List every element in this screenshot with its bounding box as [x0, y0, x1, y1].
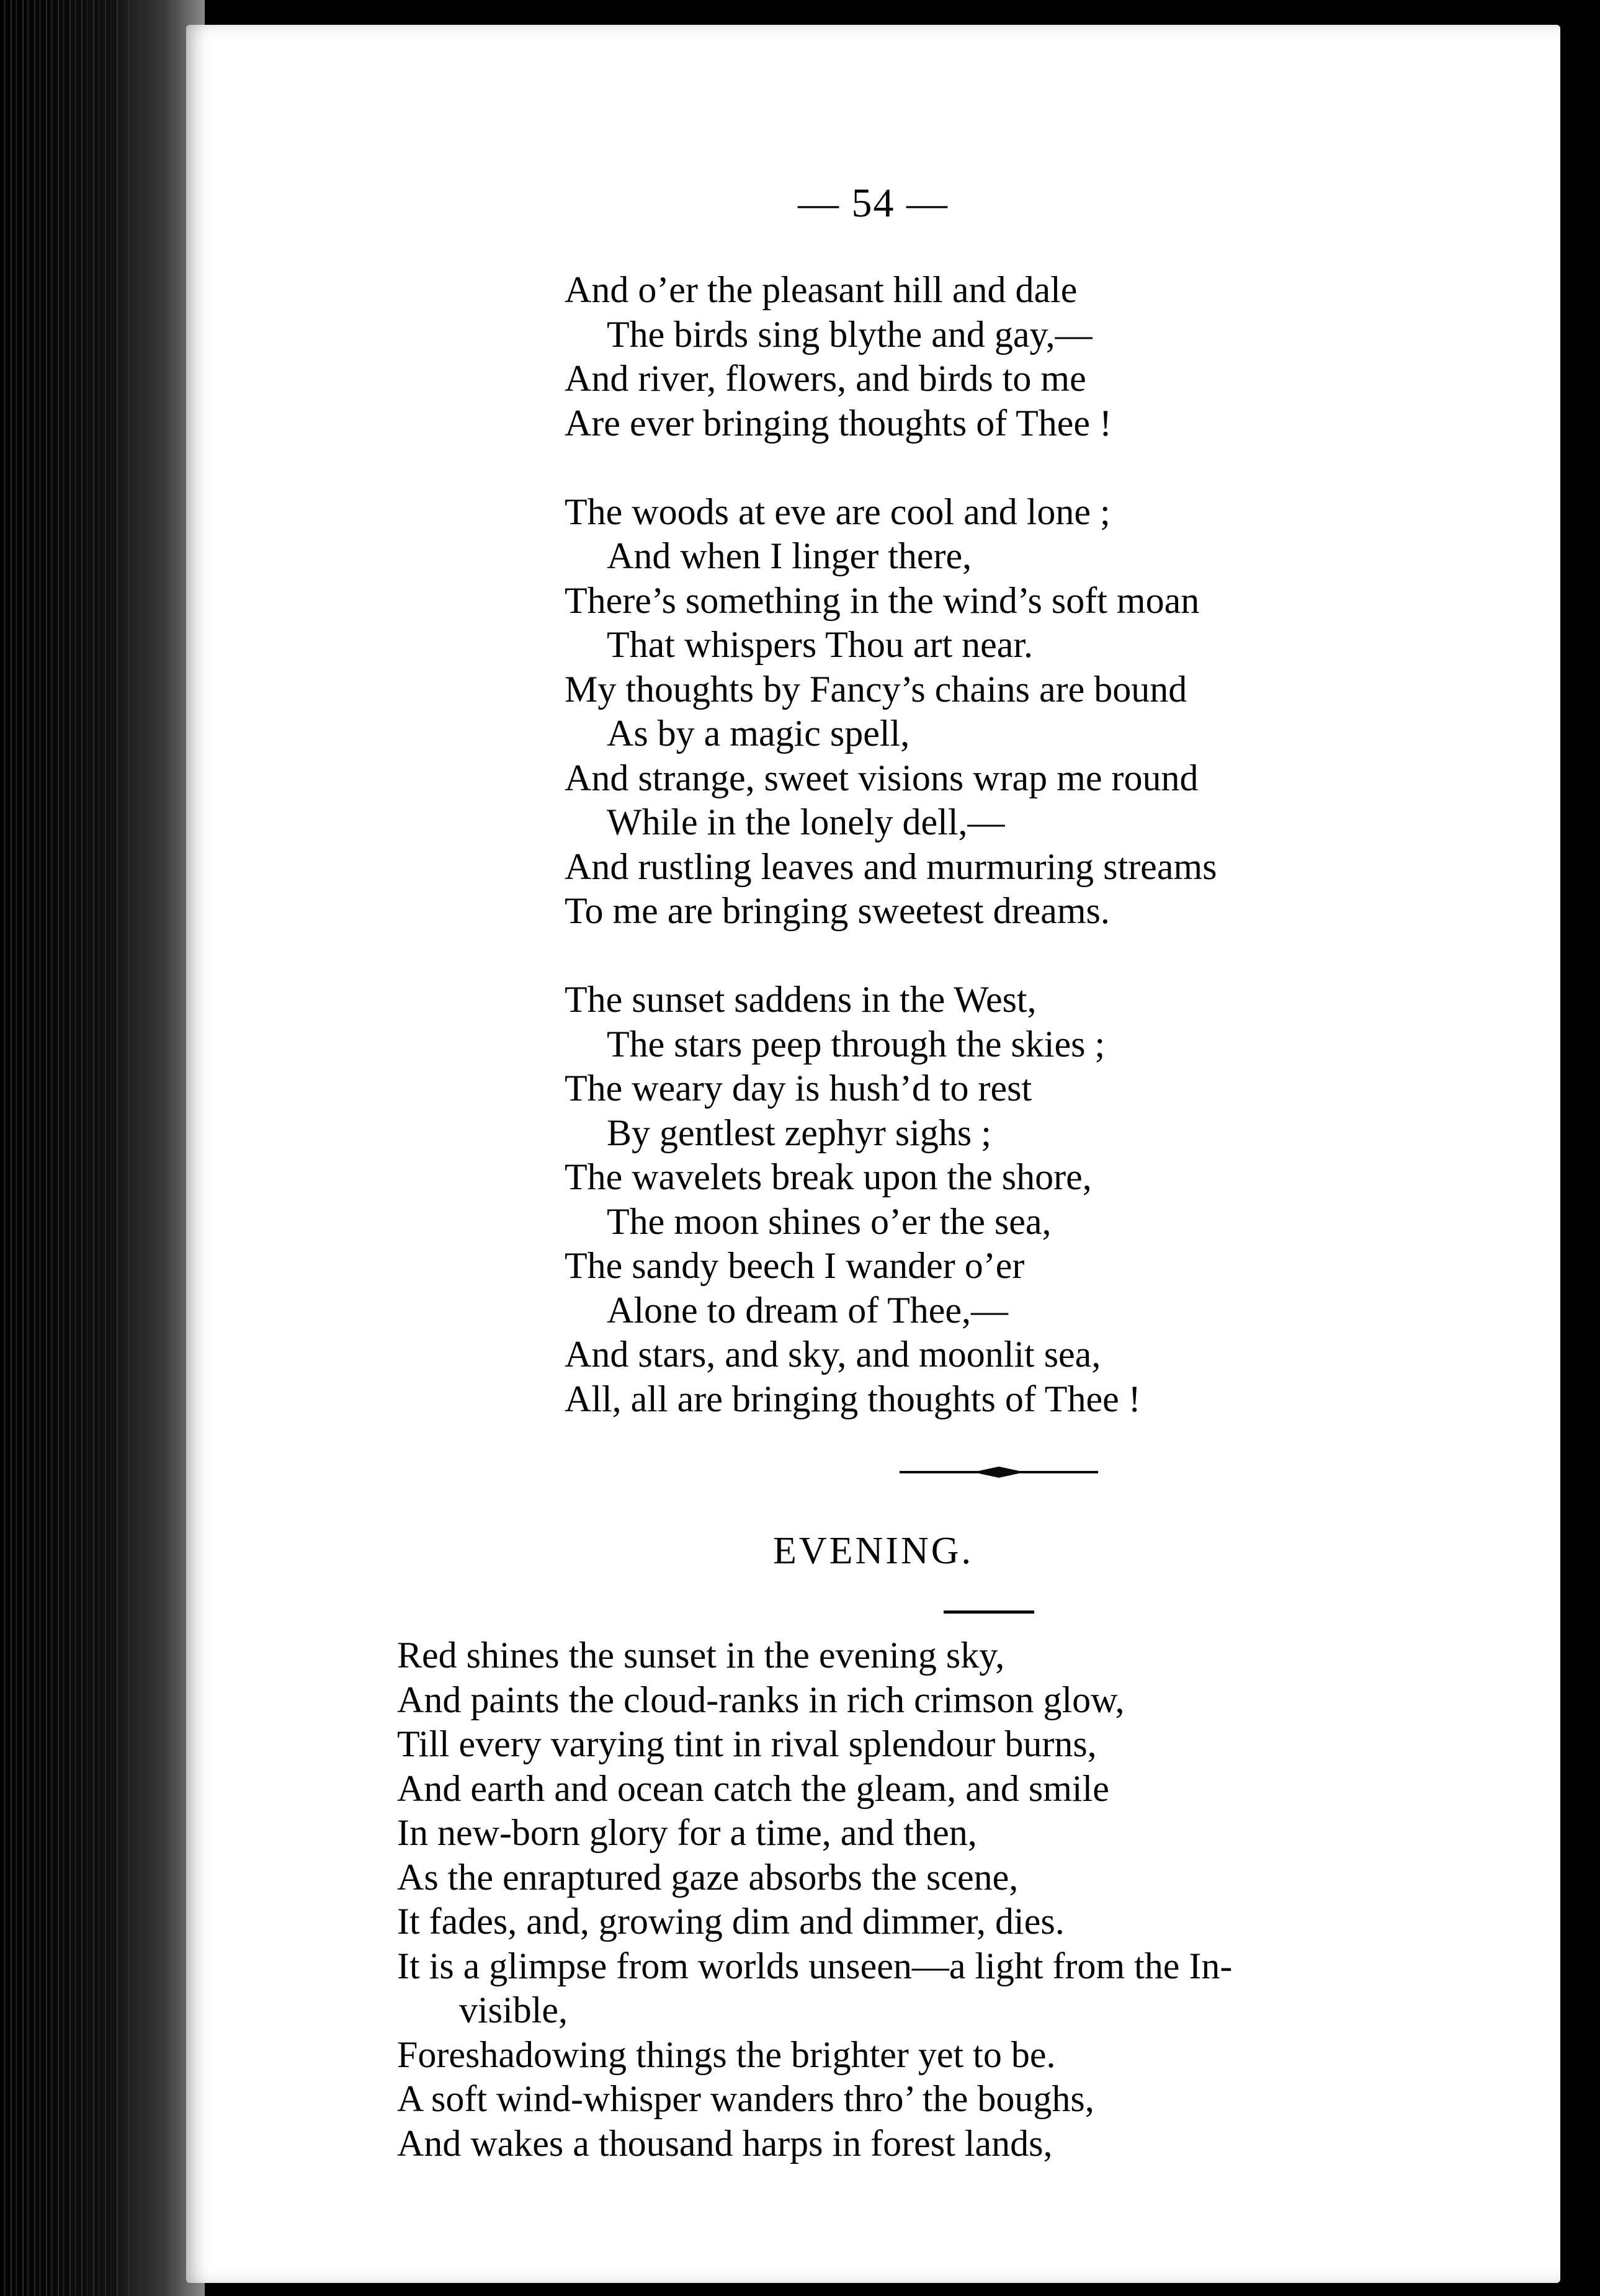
poem-line: And wakes a thousand harps in forest lands,	[397, 2122, 1053, 2164]
poem-line: The moon shines o’er the sea,	[607, 1200, 1052, 1242]
poem-line: And o’er the pleasant hill and dale	[565, 269, 1078, 310]
poem-line: The weary day is hush’d to rest	[565, 1068, 1032, 1109]
poem-line: There’s something in the wind’s soft moan	[565, 579, 1200, 621]
poem-line: Alone to dream of Thee,—	[607, 1289, 1009, 1331]
poem-line: And when I linger there,	[607, 535, 972, 576]
poem-line: As by a magic spell,	[607, 713, 910, 754]
poem-line: A soft wind-whisper wanders thro’ the boughs,	[397, 2078, 1094, 2119]
poem-line: And stars, and sky, and moonlit sea,	[565, 1334, 1101, 1375]
poem-line: All, all are bringing thoughts of Thee !	[565, 1378, 1141, 1419]
poem-line: And river, flowers, and birds to me	[565, 358, 1086, 399]
poem-line: The woods at eve are cool and lone ;	[565, 491, 1111, 532]
poem-line: Red shines the sunset in the evening sky,	[397, 1635, 1005, 1676]
stanza-gap	[565, 445, 1588, 490]
poem-line: The sunset saddens in the West,	[565, 979, 1037, 1020]
poem-line: The birds sing blythe and gay,—	[607, 313, 1093, 355]
poem-line: And earth and ocean catch the gleam, and smile	[397, 1767, 1109, 1809]
poem-line: It is a glimpse from worlds unseen—a light from the In-	[397, 1945, 1233, 1986]
poem-line: The wavelets break upon the shore,	[565, 1156, 1092, 1197]
poem-line: As the enraptured gaze absorbs the scene,	[397, 1856, 1019, 1898]
poem-continuation	[565, 268, 1588, 1421]
stanza-gap	[565, 934, 1588, 978]
poem-line: visible,	[459, 1990, 568, 2030]
poem-line: Are ever bringing thoughts of Thee !	[565, 402, 1112, 444]
poem-line: It fades, and, growing dim and dimmer, dies.	[397, 1901, 1065, 1942]
poem-line: Till every varying tint in rival splendour burns,	[397, 1723, 1097, 1764]
book-page	[186, 25, 1560, 2283]
poem-line: To me are bringing sweetest dreams.	[565, 890, 1110, 931]
poem-line: Foreshadowing things the brighter yet to be.	[397, 2034, 1056, 2075]
poem-line: The sandy beech I wander o’er	[565, 1245, 1025, 1286]
poem-evening	[397, 1633, 1551, 2166]
poem-line: In new-born glory for a time, and then,	[397, 1812, 977, 1853]
poem-line: The stars peep through the skies ;	[607, 1023, 1106, 1065]
poem-line: And strange, sweet visions wrap me round	[565, 757, 1199, 798]
page-number: — 54 —	[798, 181, 949, 226]
poem-line: That whispers Thou art near.	[607, 624, 1034, 665]
poem-line: My thoughts by Fancy’s chains are bound	[565, 668, 1187, 710]
poem-line: And rustling leaves and murmuring streams	[565, 846, 1217, 887]
section-title: EVENING.	[773, 1530, 973, 1572]
book-gutter-shadow	[0, 0, 205, 2296]
title-underline	[944, 1610, 1034, 1614]
poem-line: While in the lonely dell,—	[607, 802, 1005, 842]
poem-line: And paints the cloud-ranks in rich crimson glow,	[397, 1679, 1125, 1720]
ornament-divider	[900, 1463, 1098, 1481]
poem-line: By gentlest zephyr sighs ;	[607, 1112, 991, 1153]
